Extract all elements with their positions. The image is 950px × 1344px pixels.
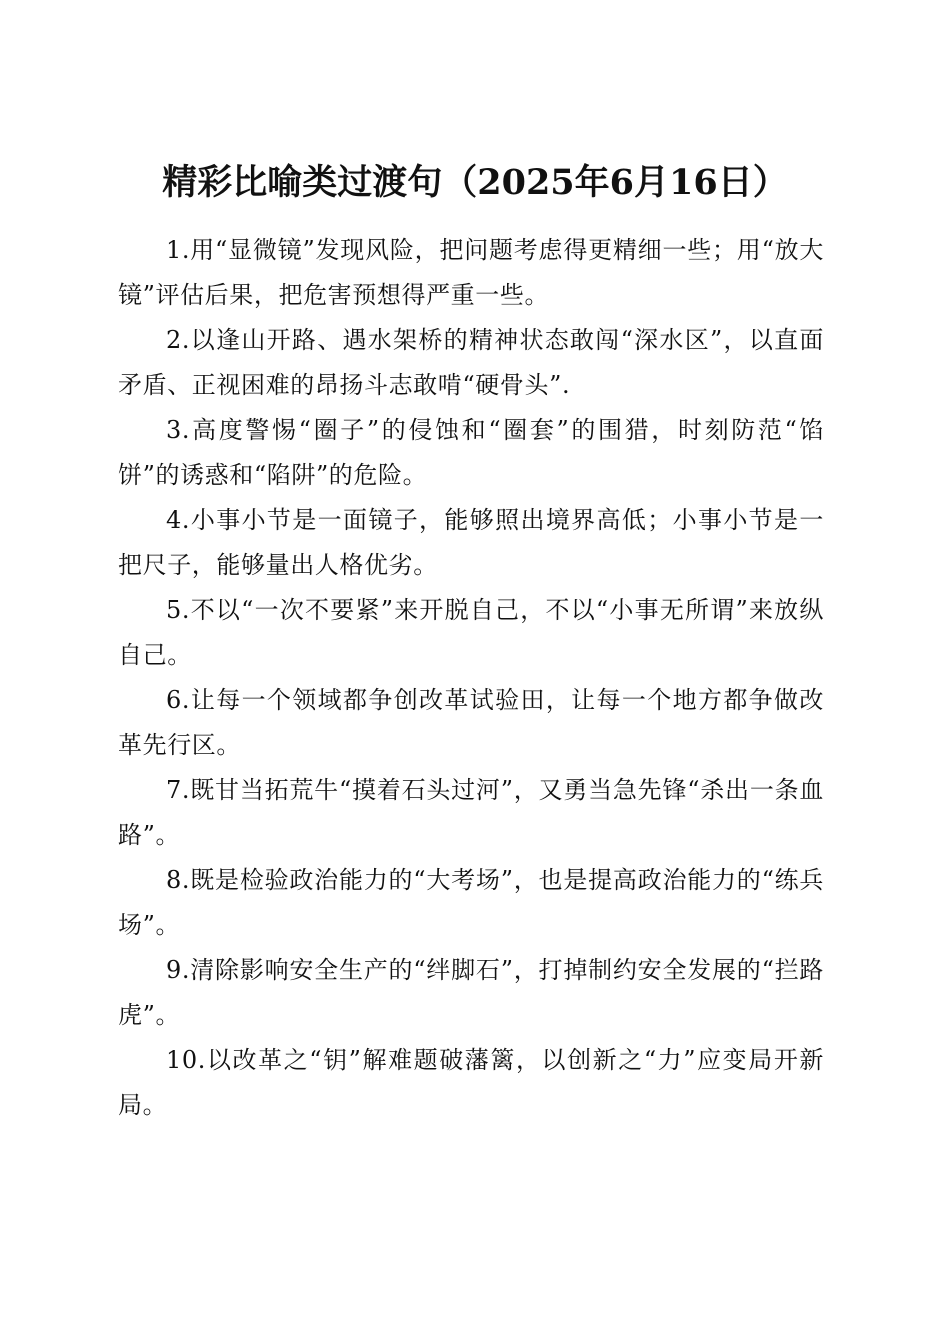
list-item: 8.既是检验政治能力的“大考场”，也是提高政治能力的“练兵场”。 bbox=[118, 866, 824, 939]
list-item: 4.小事小节是一面镜子，能够照出境界高低；小事小节是一把尺子，能够量出人格优劣。 bbox=[118, 506, 824, 579]
list-item: 1.用“显微镜”发现风险，把问题考虑得更精细一些；用“放大镜”评估后果，把危害预想得严重一些。 bbox=[118, 236, 824, 309]
list-item: 10.以改革之“钥”解难题破藩篱，以创新之“力”应变局开新局。 bbox=[118, 1046, 824, 1119]
list-item: 7.既甘当拓荒牛“摸着石头过河”，又勇当急先锋“杀出一条血路”。 bbox=[118, 776, 824, 849]
list-item: 6.让每一个领域都争创改革试验田，让每一个地方都争做改革先行区。 bbox=[118, 686, 824, 759]
list-item: 3.高度警惕“圈子”的侵蚀和“圈套”的围猎，时刻防范“馅饼”的诱惑和“陷阱”的危险。 bbox=[118, 416, 824, 489]
document-body bbox=[118, 228, 824, 1128]
list-item: 9.清除影响安全生产的“绊脚石”，打掉制约安全发展的“拦路虎”。 bbox=[118, 956, 824, 1029]
page-title: 精彩比喻类过渡句（2025年6月16日） bbox=[162, 162, 788, 204]
list-item: 2.以逢山开路、遇水架桥的精神状态敢闯“深水区”，以直面矛盾、正视困难的昂扬斗志敢啃“硬骨头”. bbox=[118, 326, 824, 399]
list-item: 5.不以“一次不要紧”来开脱自己，不以“小事无所谓”来放纵自己。 bbox=[118, 596, 824, 669]
